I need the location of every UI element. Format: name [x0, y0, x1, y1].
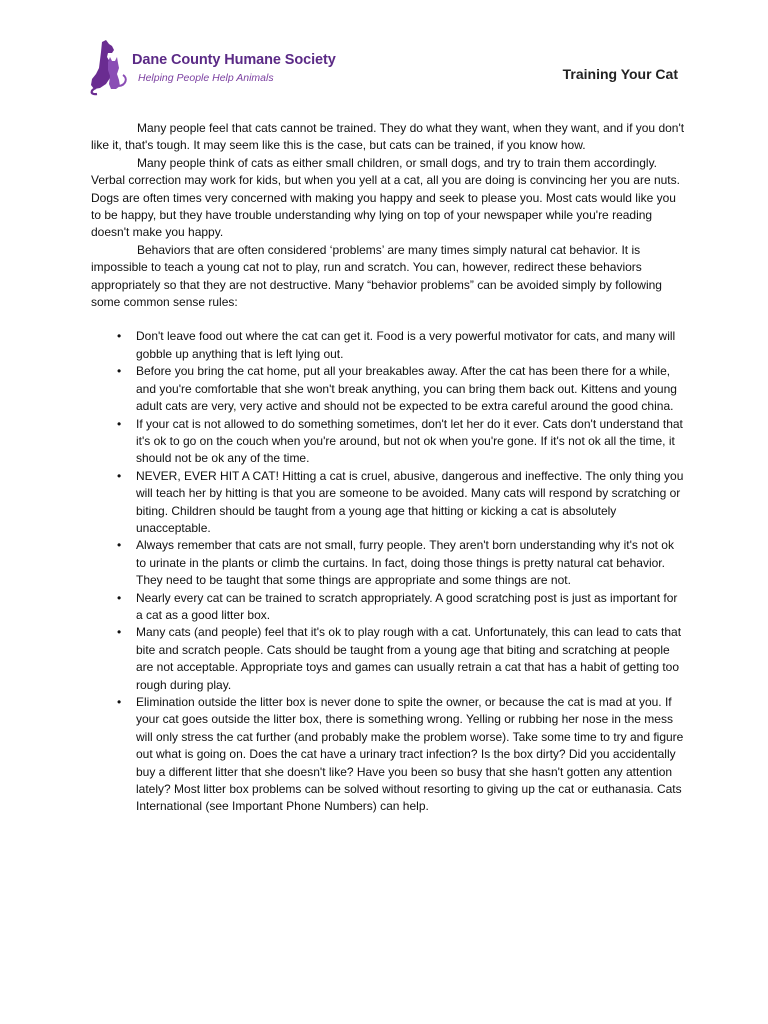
list-item	[91, 694, 685, 816]
bullet-marker: •	[117, 625, 122, 640]
list-item	[91, 537, 685, 589]
list-item	[91, 328, 685, 363]
org-tagline: Helping People Help Animals	[138, 72, 274, 84]
list-item	[91, 416, 685, 468]
rule-text: Elimination outside the litter box is never done to spite the owner, or because the cat is mad at you. If your cat goes outside the litter box, there is something wrong. Yelling or rubbing her nose in the mess will only stress the cat further (and probably make the problem worse). Take some time to try and figure out what is going on. Does the cat have a urinary tract infection? Is the box dirty? Did you accidentally buy a different litter that she doesn't like? Have you been so busy that she hasn't gotten any attention lately? Most litter box problems can be solved without resorting to giving up the cat or euthanasia. Cats International (see Important Phone Numbers) can help.	[136, 695, 684, 814]
org-name: Dane County Humane Society	[132, 52, 336, 68]
bullet-marker: •	[117, 364, 122, 379]
document-title: Training Your Cat	[562, 66, 678, 82]
document-body	[91, 120, 685, 816]
rule-text: If your cat is not allowed to do something sometimes, don't let her do it ever. Cats don't understand that it's ok to go on the couch when you're around, but not ok when you're gone. If it's not ok all the time, it should not be ok any of the time.	[136, 416, 683, 466]
intro-paragraph: Behaviors that are often considered ‘problems’ are many times simply natural cat behavior. It is impossible to teach a young cat not to play, run and scratch. You can, however, redirect these behaviors appropriately so that they are not destructive. Many “behavior problems” can be avoided simply by following some common sense rules:	[91, 242, 662, 310]
list-item	[91, 590, 685, 625]
bullet-marker: •	[117, 695, 122, 709]
list-item	[91, 624, 685, 694]
org-logo	[88, 38, 338, 98]
intro-paragraph: Many people feel that cats cannot be trained. They do what they want, when they want, and if you don't like it, that's tough. It may seem like this is the case, but cats can be trained, if you know how.	[91, 121, 685, 153]
list-item	[91, 363, 685, 415]
rules-list	[91, 328, 685, 815]
bullet-marker: •	[117, 329, 122, 344]
page-header	[0, 0, 768, 110]
bullet-marker: •	[117, 538, 122, 553]
rule-text: Don't leave food out where the cat can get it. Food is a very powerful motivator for cats, and many will gobble up anything that is left lying out.	[136, 329, 676, 361]
rule-text: Before you bring the cat home, put all your breakables away. After the cat has been there for a while, and you're comfortable that she won't break anything, you can bring them back out. Kittens and young adult cats are very, very active and should not be expected to be extra careful around the good china.	[136, 364, 677, 414]
rule-text: NEVER, EVER HIT A CAT! Hitting a cat is cruel, abusive, dangerous and ineffective. The only thing you will teach her by hitting is that you are someone to be avoided. Many cats will respond by scratching or biting. Children should be taught from a young age that hitting or kicking a cat is absolutely unacceptable.	[136, 468, 684, 535]
intro-paragraph: Many people think of cats as either small children, or small dogs, and try to train them accordingly. Verbal correction may work for kids, but when you yell at a cat, all you are doing is convincing her you are nuts. Dogs are often times very concerned with making you happy and seek to please you. Most cats would like you to be happy, but they have trouble understanding why lying on top of your newspaper while you're reading doesn't make you happy.	[91, 155, 680, 240]
list-item	[91, 468, 685, 538]
rule-text: Nearly every cat can be trained to scratch appropriately. A good scratching post is just as important for a cat as a good litter box.	[136, 590, 678, 622]
rule-text: Always remember that cats are not small, furry people. They aren't born understanding why it's not ok to urinate in the plants or climb the curtains. In fact, doing those things is pretty natural cat behavior. They need to be taught that some things are appropriate and some things are not.	[136, 538, 674, 588]
dog-cat-silhouette-icon	[88, 38, 132, 96]
rule-text: Many cats (and people) feel that it's ok to play rough with a cat. Unfortunately, this can lead to cats that bite and scratch people. Cats should be taught from a young age that biting and scratching at people are not acceptable. Appropriate toys and games can usually retrain a cat that has a habit of getting too rough during play.	[136, 625, 682, 692]
bullet-marker: •	[117, 416, 122, 431]
bullet-marker: •	[117, 590, 122, 605]
bullet-marker: •	[117, 468, 122, 483]
